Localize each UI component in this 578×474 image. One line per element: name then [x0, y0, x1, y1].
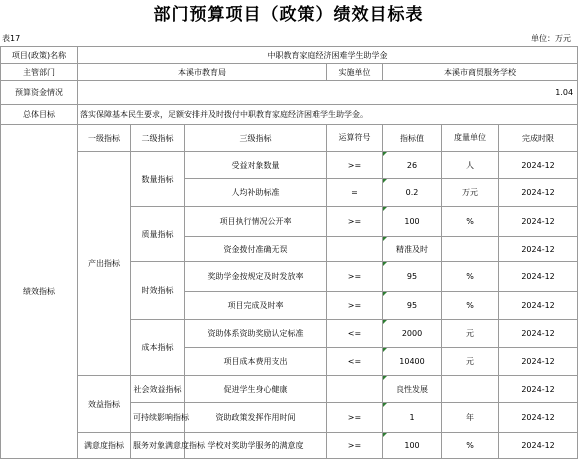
indicator-name: 奖助学金按规定及时发放率 — [185, 262, 327, 292]
group-cost: 成本指标 — [131, 320, 185, 376]
indicator-name: 项目完成及时率 — [185, 292, 327, 320]
budget-label: 预算资金情况 — [1, 81, 78, 105]
indicator-op: >= — [327, 207, 383, 237]
indicator-op: <= — [327, 348, 383, 376]
col-l1: 一级指标 — [78, 125, 131, 152]
performance-table — [0, 46, 578, 459]
budget-row — [1, 81, 578, 105]
indicator-time: 2024-12 — [499, 152, 578, 179]
group-output: 产出指标 — [78, 152, 131, 376]
col-val: 指标值 — [383, 125, 442, 152]
indicator-op: >= — [327, 262, 383, 292]
group-sustain: 可持续影响指标 — [131, 403, 185, 433]
indicator-value: 0.2 — [383, 179, 442, 207]
unit-label: 单位：万元 — [531, 34, 571, 43]
indicator-value: 精准及时 — [383, 237, 442, 262]
header-row — [1, 125, 578, 152]
indicator-value: 100 — [383, 207, 442, 237]
indicator-unit: % — [442, 433, 499, 459]
indicator-name: 资金拨付准确无误 — [185, 237, 327, 262]
indicator-name: 项目执行情况公开率 — [185, 207, 327, 237]
indicator-op: >= — [327, 433, 383, 459]
indicator-time: 2024-12 — [499, 262, 578, 292]
indicator-op — [327, 376, 383, 403]
indicator-time: 2024-12 — [499, 320, 578, 348]
impl-value: 本溪市商贸服务学校 — [383, 64, 578, 81]
goal-label: 总体目标 — [1, 105, 78, 125]
indicator-value: 10400 — [383, 348, 442, 376]
department-row — [1, 64, 578, 81]
goal-value: 落实保障基本民生要求，足额安排并及时拨付中职教育家庭经济困难学生助学金。 — [78, 105, 578, 125]
col-unit: 度量单位 — [442, 125, 499, 152]
indicator-value: 26 — [383, 152, 442, 179]
indicator-name: 促进学生身心健康 — [185, 376, 327, 403]
indicator-unit: 元 — [442, 320, 499, 348]
indicator-unit: 万元 — [442, 179, 499, 207]
indicator-value: 2000 — [383, 320, 442, 348]
indicator-unit: % — [442, 207, 499, 237]
page-title: 部门预算项目（政策）绩效目标表 — [153, 5, 424, 25]
indicator-unit: 年 — [442, 403, 499, 433]
indicator-name: 人均补助标准 — [185, 179, 327, 207]
budget-value: 1.04 — [78, 81, 578, 105]
indicator-time: 2024-12 — [499, 376, 578, 403]
project-name-value: 中职教育家庭经济困难学生助学金 — [78, 47, 578, 64]
table-row — [1, 152, 578, 179]
table-row — [1, 376, 578, 403]
group-timely: 时效指标 — [131, 262, 185, 320]
project-name-row — [1, 47, 578, 64]
col-l2: 二级指标 — [131, 125, 185, 152]
indicator-time: 2024-12 — [499, 237, 578, 262]
col-op: 运算符号 — [327, 125, 383, 152]
indicator-time: 2024-12 — [499, 179, 578, 207]
group-benefit: 效益指标 — [78, 376, 131, 433]
indicator-value: 100 — [383, 433, 442, 459]
table-row — [1, 433, 578, 459]
indicator-op: >= — [327, 152, 383, 179]
perf-indicator-label: 绩效指标 — [1, 125, 78, 459]
indicator-time: 2024-12 — [499, 433, 578, 459]
indicator-unit: % — [442, 262, 499, 292]
indicator-value: 95 — [383, 292, 442, 320]
group-social: 社会效益指标 — [131, 376, 185, 403]
indicator-name: 学校对奖助学服务的满意度 — [185, 433, 327, 459]
indicator-time: 2024-12 — [499, 207, 578, 237]
indicator-value: 1 — [383, 403, 442, 433]
table-number: 表17 — [2, 34, 21, 43]
indicator-value: 95 — [383, 262, 442, 292]
indicator-op: >= — [327, 292, 383, 320]
dept-value: 本溪市教育局 — [78, 64, 327, 81]
indicator-name: 资助政策发挥作用时间 — [185, 403, 327, 433]
dept-label: 主管部门 — [1, 64, 78, 81]
impl-label: 实施单位 — [327, 64, 383, 81]
indicator-op: >= — [327, 403, 383, 433]
indicator-value: 良性发展 — [383, 376, 442, 403]
col-l3: 三级指标 — [185, 125, 327, 152]
indicator-time: 2024-12 — [499, 403, 578, 433]
project-name-label: 项目(政策)名称 — [1, 47, 78, 64]
group-satisfaction-l2: 服务对象满意度指标 — [131, 433, 185, 459]
group-satisfaction: 满意度指标 — [78, 433, 131, 459]
indicator-unit: 人 — [442, 152, 499, 179]
indicator-op: = — [327, 179, 383, 207]
indicator-unit: % — [442, 292, 499, 320]
group-quality: 质量指标 — [131, 207, 185, 262]
goal-row — [1, 105, 578, 125]
indicator-name: 资助体系资助奖励认定标准 — [185, 320, 327, 348]
indicator-unit — [442, 237, 499, 262]
indicator-name: 项目成本费用支出 — [185, 348, 327, 376]
indicator-op — [327, 237, 383, 262]
indicator-time: 2024-12 — [499, 292, 578, 320]
group-qty: 数量指标 — [131, 152, 185, 207]
col-time: 完成时限 — [499, 125, 578, 152]
indicator-unit — [442, 376, 499, 403]
indicator-op: <= — [327, 320, 383, 348]
indicator-unit: 元 — [442, 348, 499, 376]
table-meta-bar — [0, 30, 577, 46]
indicator-name: 受益对象数量 — [185, 152, 327, 179]
indicator-time: 2024-12 — [499, 348, 578, 376]
